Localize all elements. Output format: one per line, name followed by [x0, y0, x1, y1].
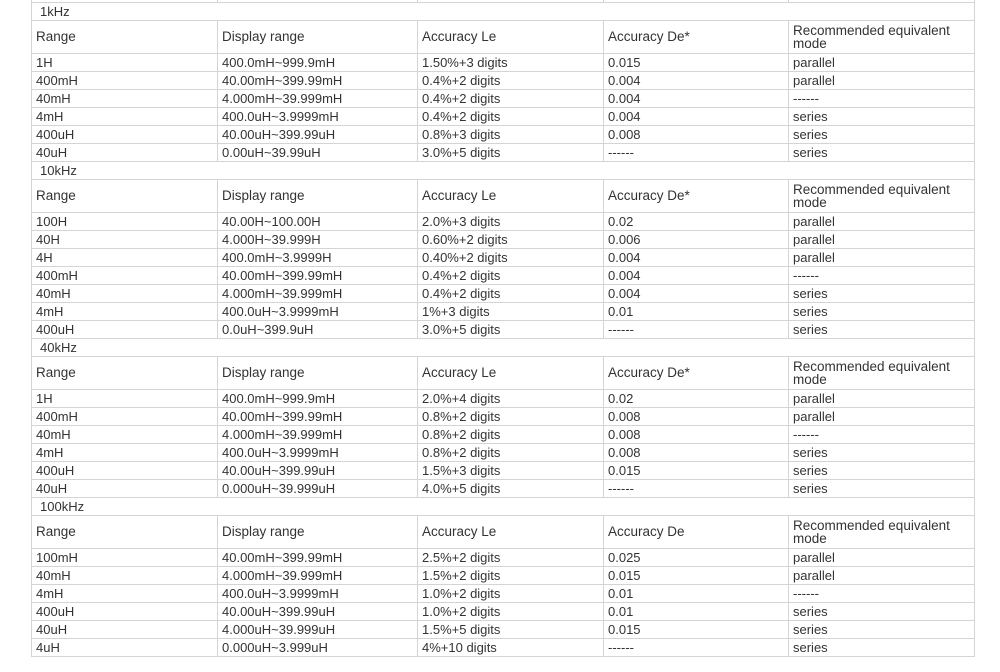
column-header-row — [32, 357, 975, 390]
table-row — [32, 639, 975, 657]
table-row — [32, 303, 975, 321]
recommended-mode-cell: series — [789, 444, 975, 462]
recommended-mode-cell: parallel — [789, 390, 975, 408]
accuracy-de-cell: 0.01 — [604, 303, 789, 321]
range-cell: 1H — [32, 390, 218, 408]
table-row — [32, 567, 975, 585]
header-accuracy-de: Accuracy De* — [604, 180, 789, 213]
table-row — [32, 621, 975, 639]
inductance-accuracy-table — [31, 0, 975, 657]
accuracy-le-cell: 1.50%+3 digits — [418, 54, 604, 72]
header-accuracy-de: Accuracy De — [604, 516, 789, 549]
table-row — [32, 585, 975, 603]
range-cell: 40H — [32, 231, 218, 249]
recommended-mode-cell: series — [789, 603, 975, 621]
accuracy-de-cell: 0.008 — [604, 444, 789, 462]
display-range-cell: 4.000mH~39.999mH — [218, 285, 418, 303]
range-cell: 400uH — [32, 603, 218, 621]
accuracy-de-cell: 0.008 — [604, 426, 789, 444]
recommended-mode-cell: series — [789, 480, 975, 498]
accuracy-de-cell: 0.004 — [604, 90, 789, 108]
frequency-row — [32, 162, 975, 180]
accuracy-le-cell: 0.60%+2 digits — [418, 231, 604, 249]
display-range-cell: 400.0uH~3.9999mH — [218, 585, 418, 603]
display-range-cell: 400.0uH~3.9999mH — [218, 303, 418, 321]
table-row — [32, 231, 975, 249]
display-range-cell: 40.00uH~399.99uH — [218, 462, 418, 480]
recommended-mode-cell: series — [789, 321, 975, 339]
display-range-cell: 0.000uH~3.999uH — [218, 639, 418, 657]
table-row — [32, 549, 975, 567]
accuracy-le-cell: 2.5%+2 digits — [418, 549, 604, 567]
display-range-cell: 40.00mH~399.99mH — [218, 267, 418, 285]
frequency-label: 1kHz — [32, 3, 975, 21]
display-range-cell: 40.00uH~399.99uH — [218, 603, 418, 621]
accuracy-de-cell: 0.015 — [604, 462, 789, 480]
table-row — [32, 390, 975, 408]
frequency-row — [32, 3, 975, 21]
accuracy-de-cell: 0.01 — [604, 585, 789, 603]
range-cell: 40mH — [32, 285, 218, 303]
table-row — [32, 54, 975, 72]
recommended-mode-cell: ------ — [789, 267, 975, 285]
table-row — [32, 285, 975, 303]
display-range-cell: 4.000H~39.999H — [218, 231, 418, 249]
recommended-mode-cell: parallel — [789, 249, 975, 267]
accuracy-de-cell: 0.01 — [604, 603, 789, 621]
table-row — [32, 426, 975, 444]
frequency-row — [32, 339, 975, 357]
accuracy-de-cell: ------ — [604, 144, 789, 162]
frequency-label: 40kHz — [32, 339, 975, 357]
display-range-cell: 0.0uH~399.9uH — [218, 321, 418, 339]
accuracy-de-cell: 0.004 — [604, 72, 789, 90]
accuracy-le-cell: 0.40%+2 digits — [418, 249, 604, 267]
range-cell: 40mH — [32, 426, 218, 444]
recommended-mode-cell: series — [789, 303, 975, 321]
accuracy-le-cell: 3.0%+5 digits — [418, 144, 604, 162]
header-range: Range — [32, 21, 218, 54]
header-accuracy-le: Accuracy Le — [418, 21, 604, 54]
recommended-mode-cell: series — [789, 462, 975, 480]
accuracy-de-cell: 0.004 — [604, 267, 789, 285]
recommended-mode-cell: series — [789, 621, 975, 639]
recommended-mode-cell: series — [789, 285, 975, 303]
table-row — [32, 444, 975, 462]
recommended-mode-cell: parallel — [789, 231, 975, 249]
range-cell: 400uH — [32, 321, 218, 339]
table-row — [32, 249, 975, 267]
display-range-cell: 40.00mH~399.99mH — [218, 72, 418, 90]
recommended-mode-cell: parallel — [789, 408, 975, 426]
accuracy-le-cell: 4%+10 digits — [418, 639, 604, 657]
range-cell: 4mH — [32, 585, 218, 603]
recommended-mode-cell: series — [789, 108, 975, 126]
header-range: Range — [32, 357, 218, 390]
header-accuracy-le: Accuracy Le — [418, 357, 604, 390]
table-row — [32, 213, 975, 231]
accuracy-de-cell: 0.004 — [604, 249, 789, 267]
table-row — [32, 108, 975, 126]
header-range: Range — [32, 180, 218, 213]
accuracy-le-cell: 0.4%+2 digits — [418, 72, 604, 90]
range-cell: 100mH — [32, 549, 218, 567]
range-cell: 4mH — [32, 303, 218, 321]
accuracy-le-cell: 2.0%+4 digits — [418, 390, 604, 408]
range-cell: 400mH — [32, 72, 218, 90]
display-range-cell: 4.000mH~39.999mH — [218, 90, 418, 108]
range-cell: 40mH — [32, 567, 218, 585]
accuracy-le-cell: 0.8%+2 digits — [418, 426, 604, 444]
accuracy-le-cell: 4.0%+5 digits — [418, 480, 604, 498]
display-range-cell: 40.00mH~399.99mH — [218, 408, 418, 426]
display-range-cell: 0.000uH~39.999uH — [218, 480, 418, 498]
range-cell: 40uH — [32, 621, 218, 639]
display-range-cell: 400.0mH~999.9mH — [218, 54, 418, 72]
header-display-range: Display range — [218, 21, 418, 54]
accuracy-le-cell: 0.4%+2 digits — [418, 285, 604, 303]
range-cell: 400mH — [32, 408, 218, 426]
table-row — [32, 321, 975, 339]
range-cell: 100H — [32, 213, 218, 231]
accuracy-de-cell: 0.004 — [604, 108, 789, 126]
display-range-cell: 40.00uH~399.99uH — [218, 126, 418, 144]
column-header-row — [32, 180, 975, 213]
header-accuracy-de: Accuracy De* — [604, 21, 789, 54]
accuracy-le-cell: 1.0%+2 digits — [418, 603, 604, 621]
display-range-cell: 4.000uH~39.999uH — [218, 621, 418, 639]
column-header-row — [32, 21, 975, 54]
header-range: Range — [32, 516, 218, 549]
table-row — [32, 72, 975, 90]
range-cell: 400uH — [32, 462, 218, 480]
frequency-label: 10kHz — [32, 162, 975, 180]
accuracy-de-cell: 0.02 — [604, 213, 789, 231]
display-range-cell: 40.00mH~399.99mH — [218, 549, 418, 567]
column-header-row — [32, 516, 975, 549]
range-cell: 4uH — [32, 639, 218, 657]
spec-sheet — [31, 0, 974, 657]
accuracy-le-cell: 0.4%+2 digits — [418, 267, 604, 285]
range-cell: 400mH — [32, 267, 218, 285]
display-range-cell: 40.00H~100.00H — [218, 213, 418, 231]
range-cell: 40uH — [32, 480, 218, 498]
recommended-mode-cell: parallel — [789, 567, 975, 585]
accuracy-de-cell: 0.008 — [604, 126, 789, 144]
header-recommended-mode: Recommended equivalent mode — [789, 180, 975, 213]
table-row — [32, 480, 975, 498]
frequency-row — [32, 498, 975, 516]
accuracy-le-cell: 0.8%+2 digits — [418, 408, 604, 426]
header-recommended-mode: Recommended equivalent mode — [789, 21, 975, 54]
accuracy-le-cell: 0.8%+3 digits — [418, 126, 604, 144]
display-range-cell: 400.0uH~3.9999mH — [218, 108, 418, 126]
table-body — [32, 0, 975, 657]
table-row — [32, 126, 975, 144]
recommended-mode-cell: parallel — [789, 72, 975, 90]
header-display-range: Display range — [218, 516, 418, 549]
display-range-cell: 4.000mH~39.999mH — [218, 567, 418, 585]
accuracy-de-cell: 0.006 — [604, 231, 789, 249]
recommended-mode-cell: ------ — [789, 90, 975, 108]
recommended-mode-cell: parallel — [789, 54, 975, 72]
accuracy-de-cell: ------ — [604, 480, 789, 498]
recommended-mode-cell: series — [789, 126, 975, 144]
accuracy-le-cell: 2.0%+3 digits — [418, 213, 604, 231]
header-display-range: Display range — [218, 180, 418, 213]
accuracy-de-cell: 0.015 — [604, 567, 789, 585]
table-row — [32, 144, 975, 162]
display-range-cell: 400.0uH~3.9999mH — [218, 444, 418, 462]
recommended-mode-cell: series — [789, 144, 975, 162]
header-accuracy-le: Accuracy Le — [418, 516, 604, 549]
display-range-cell: 4.000mH~39.999mH — [218, 426, 418, 444]
frequency-label: 100kHz — [32, 498, 975, 516]
accuracy-le-cell: 1%+3 digits — [418, 303, 604, 321]
header-display-range: Display range — [218, 357, 418, 390]
accuracy-le-cell: 0.4%+2 digits — [418, 108, 604, 126]
recommended-mode-cell: ------ — [789, 585, 975, 603]
display-range-cell: 400.0mH~999.9mH — [218, 390, 418, 408]
recommended-mode-cell: parallel — [789, 549, 975, 567]
table-row — [32, 462, 975, 480]
accuracy-de-cell: ------ — [604, 639, 789, 657]
range-cell: 40mH — [32, 90, 218, 108]
header-accuracy-le: Accuracy Le — [418, 180, 604, 213]
accuracy-de-cell: ------ — [604, 321, 789, 339]
accuracy-le-cell: 1.5%+2 digits — [418, 567, 604, 585]
display-range-cell: 0.00uH~39.99uH — [218, 144, 418, 162]
recommended-mode-cell: ------ — [789, 426, 975, 444]
recommended-mode-cell: series — [789, 639, 975, 657]
range-cell: 40uH — [32, 144, 218, 162]
accuracy-de-cell: 0.015 — [604, 54, 789, 72]
accuracy-de-cell: 0.02 — [604, 390, 789, 408]
header-accuracy-de: Accuracy De* — [604, 357, 789, 390]
header-recommended-mode: Recommended equivalent mode — [789, 357, 975, 390]
display-range-cell: 400.0mH~3.9999H — [218, 249, 418, 267]
range-cell: 4H — [32, 249, 218, 267]
table-row — [32, 408, 975, 426]
table-row — [32, 90, 975, 108]
header-recommended-mode: Recommended equivalent mode — [789, 516, 975, 549]
accuracy-de-cell: 0.008 — [604, 408, 789, 426]
accuracy-le-cell: 1.5%+5 digits — [418, 621, 604, 639]
recommended-mode-cell: parallel — [789, 213, 975, 231]
range-cell: 4mH — [32, 108, 218, 126]
accuracy-le-cell: 0.8%+2 digits — [418, 444, 604, 462]
accuracy-de-cell: 0.015 — [604, 621, 789, 639]
accuracy-de-cell: 0.025 — [604, 549, 789, 567]
table-row — [32, 603, 975, 621]
accuracy-le-cell: 1.5%+3 digits — [418, 462, 604, 480]
range-cell: 4mH — [32, 444, 218, 462]
accuracy-le-cell: 1.0%+2 digits — [418, 585, 604, 603]
table-row — [32, 267, 975, 285]
range-cell: 1H — [32, 54, 218, 72]
range-cell: 400uH — [32, 126, 218, 144]
accuracy-le-cell: 3.0%+5 digits — [418, 321, 604, 339]
accuracy-de-cell: 0.004 — [604, 285, 789, 303]
accuracy-le-cell: 0.4%+2 digits — [418, 90, 604, 108]
